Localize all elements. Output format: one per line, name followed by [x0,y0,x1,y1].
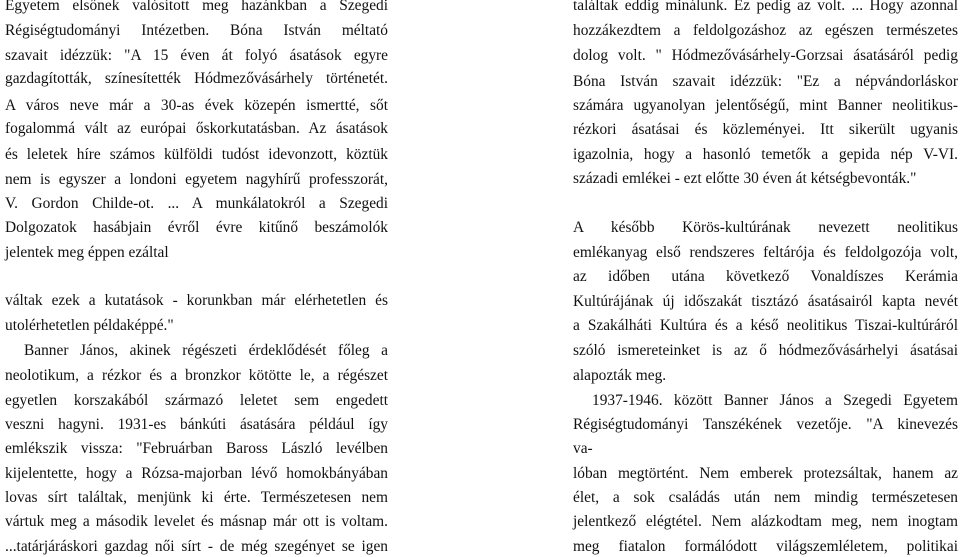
text-line: Kultúrájának új időszakát tisztázó ásatásairól kapta nevét [573,293,958,310]
text-line: jelentek meg éppen ezáltal [5,244,169,261]
text-line: nem is egyszer a londoni egyetem nagyhírű professzorát, [5,171,388,188]
text-line: egyetlen korszakából származó leletet sem engedett [5,392,388,409]
text-line: lovas sírt találtak, menjünk ki érte. Természetesen nem [5,489,388,506]
text-line: Banner János, akinek régészeti érdeklődését főleg a [24,342,388,359]
text-line: meg fiatalon formálódott világszemléletem, politikai [573,538,958,555]
text-line: igazolnia, hogy a hasonló temetők a gepida nép V-VI. [573,146,958,163]
text-line: jelentkező elégtétel. Nem alázkodtam meg, nem inogtam [573,513,958,530]
text-line: rézkori ásatásai és közleményei. Itt sikerült ugyanis [573,121,958,138]
text-line: alapozták meg. [573,367,667,384]
text-line: Egyetem elsőnek valósított meg hazánkban a Szegedi [5,0,388,14]
text-line: századi emlékei - ezt előtte 30 éven át kétségbevonták." [573,170,917,187]
text-line: számára ugyanolyan jelentőségű, mint Banner neolitikus- [573,97,958,114]
text-line: gazdagították, színesítették Hódmezővásárhely történetét. [5,70,388,87]
text-line: fogalommá vált az európai őskorkutatásban. Az ásatások [5,120,388,137]
text-line: veszni hagyni. 1931-es bánkúti ásatására például így [5,416,388,433]
text-line: Régiségtudományi Intézetben. Bóna István méltató [5,22,388,39]
text-line: a Szakálháti Kultúra és a késő neolitikus Tiszai-kultúráról [573,317,958,334]
text-line: kijelentette, hogy a Rózsa-majorban lévő homokbányában [5,465,388,482]
text-line: va- [573,440,593,457]
text-line: A később Körös-kultúrának nevezett neolitikus [573,219,958,236]
text-line: neolotikum, a rézkor és a bronzkor kötötte le, a régészet [5,367,388,384]
text-line: az időben utána következő Vonaldíszes Kerámia [573,268,958,285]
text-line: V. Gordon Childe-ot. ... A munkálatokról a Szegedi [5,195,388,212]
text-line: és leletek híre számos külföldi tudóst idevonzott, köztük [5,146,388,163]
text-line: Bóna István szavait idézzük: "Ez a népvándorláskor [573,73,958,90]
text-line: élet, a sok családás után nem mindig természetesen [573,489,958,506]
text-line: hozzákezdtem a feldolgozáshoz az egészen természetes [573,22,958,39]
text-line: lóban megtörtént. Nem emberek protezsáltak, hanem az [573,465,958,482]
text-line: dolog volt. " Hódmezővásárhely-Gorzsai ásatásáról pedig [573,47,958,64]
text-line: Régiségtudományi Tanszékének vezetője. "A kinevezés [573,416,958,433]
text-line: 1937-1946. között Banner János a Szegedi Egyetem [592,392,958,409]
text-line: szavait idézzük: "A 15 éven át folyó ásatások egyre [5,47,388,64]
text-line: vártuk meg a második levelet és másnap már ott is voltam. [5,513,388,530]
text-line: utolérhetetlen példaképpé." [5,317,174,334]
text-line: találtak eddig minálunk. Ez pedig az volt. ... Hogy azonnal [573,0,958,14]
text-line: ...tatárjáráskori gazdag női sírt - de még szegényet se igen [5,538,388,555]
text-line: emlékszik vissza: "Februárban Baross László levélben [5,440,388,457]
text-line: A város neve már a 30-as évek közepén ismertté, sőt [5,97,388,114]
text-line: váltak ezek a kutatások - korunkban már elérhetetlen és [5,292,388,309]
text-line: Dolgozatok hasábjain évről évre kitűnő beszámolók [5,219,388,236]
text-line: szóló ismereteinket is az ő hódmezővásárhelyi ásatásai [573,342,958,359]
text-line: emlékanyag első rendszeres feltárója és feldolgozója volt, [573,244,958,261]
